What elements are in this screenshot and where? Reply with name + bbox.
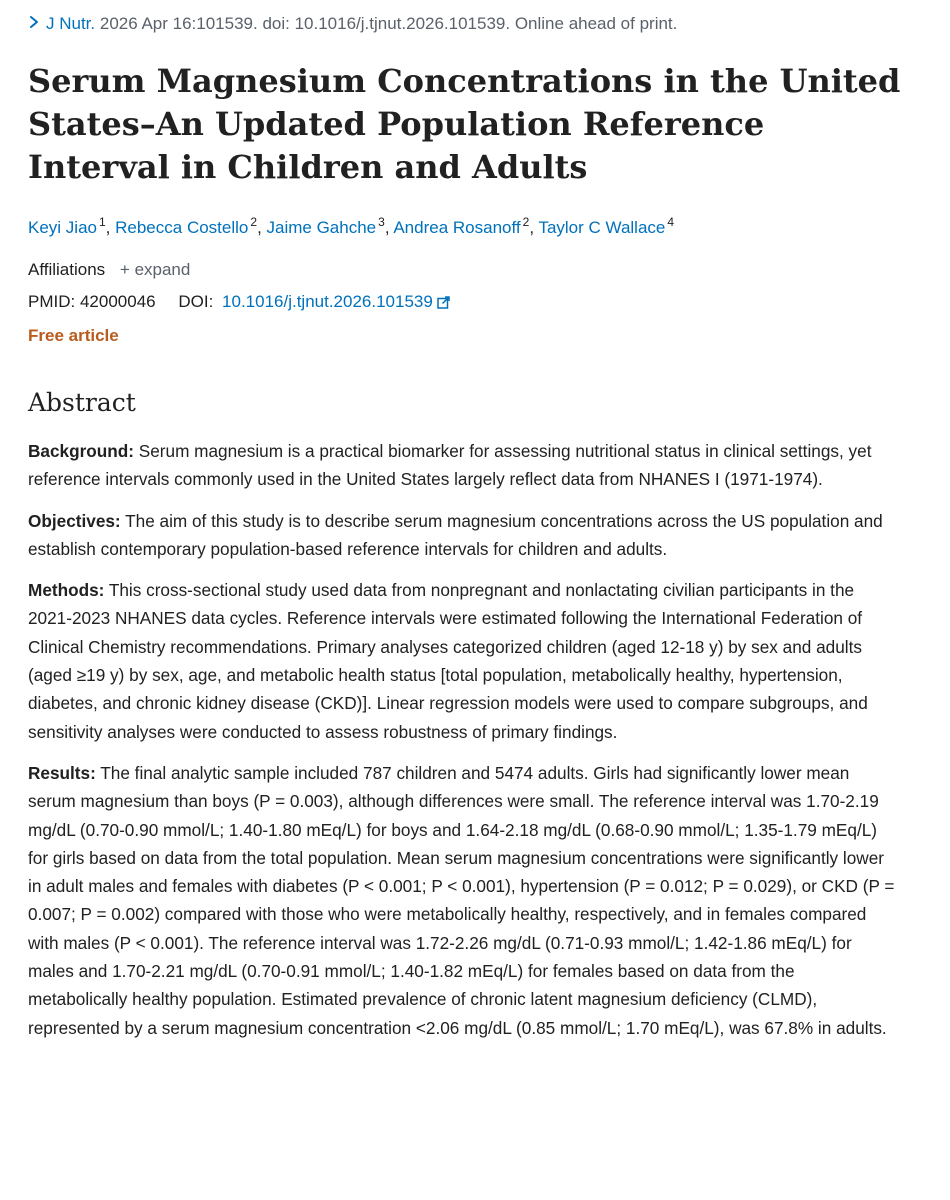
affiliation-ref[interactable]: 2 [522, 215, 530, 229]
abstract-section-objectives [28, 507, 898, 564]
citation-line [28, 14, 677, 34]
section-label: Background: [28, 441, 134, 461]
affiliation-ref[interactable]: 4 [667, 215, 675, 229]
author-separator: , [384, 218, 394, 237]
doi-link[interactable] [222, 292, 450, 311]
section-text: The final analytic sample included 787 children and 5474 adults. Girls had significantly lower mean serum magnesium than boys (P = 0.003), although differences were small. The reference interval was 1.70-2.19 mg/dL (0.70-0.90 mmol/L; 1.40-1.80 mEq/L) for boys and 1.64-2.18 mg/dL (0.68-0.90 mmol/L; 1.35-1.79 mEq/L) for girls based on data from the total population. Mean serum magnesium concentrations were significantly lower in adult males and females with diabetes (P < 0.001; P < 0.001), hypertension (P = 0.012; P = 0.029), or CKD (P = 0.007; P = 0.002) compared with those who were metabolically healthy, respectively, and in females compared with males (P < 0.001). The reference interval was 1.72-2.26 mg/dL (0.71-0.93 mmol/L; 1.42-1.86 mEq/L) for males and 1.70-2.21 mg/dL (0.70-0.91 mmol/L; 1.40-1.82 mEq/L) for females based on data from the metabolically healthy population. Estimated prevalence of chronic latent magnesium deficiency (CLMD), represented by a serum magnesium concentration <2.06 mg/dL (0.85 mmol/L; 1.70 mEq/L), was 67.8% in adults. [28, 762, 895, 1038]
section-label: Results: [28, 762, 96, 783]
section-text: Serum magnesium is a practical biomarker for assessing nutritional status in clinical settings, yet reference intervals commonly used in the United States largely reflect data from NHANES I (1971-1974). [28, 441, 872, 490]
citation-details: 2026 Apr 16:101539. doi: 10.1016/j.tjnut.2026.101539. Online ahead of print. [99, 14, 678, 33]
doi-label: DOI: [178, 292, 214, 311]
author-separator: , [257, 218, 267, 237]
section-text: This cross-sectional study used data from nonpregnant and nonlactating civilian participants in the 2021-2023 NHANES data cycles. Reference intervals were estimated following the International Federation of Clinical Chemistry recommendations. Primary analyses categorized children (aged 12-18 y) by sex and adults (aged ≥19 y) by sex, age, and metabolic health status [total population, metabolically healthy, hypertension, diabetes, and chronic kidney disease (CKD)]. Linear regression models were used to compare subgroups, and sensitivity analyses were conducted to assess robustness of primary findings. [28, 580, 868, 742]
free-article-badge: Free article [28, 326, 119, 345]
abstract-section-methods [28, 576, 898, 746]
author-link[interactable]: Jaime Gahche [266, 218, 377, 237]
section-label: Objectives: [28, 510, 121, 531]
author-separator: , [105, 218, 116, 237]
pmid-label: PMID: [28, 292, 76, 311]
abstract-body [28, 437, 898, 1055]
identifiers-row [28, 292, 450, 314]
affiliation-ref[interactable]: 3 [378, 215, 385, 229]
affiliations-row [28, 260, 190, 280]
author-link[interactable]: Andrea Rosanoff [393, 218, 521, 237]
author-link[interactable]: Keyi Jiao [28, 218, 97, 237]
section-label: Methods: [28, 580, 105, 601]
doi-value[interactable]: 10.1016/j.tjnut.2026.101539 [222, 292, 433, 311]
abstract-section-background [28, 437, 898, 494]
pmid-value: 42000046 [79, 292, 156, 311]
article-title: Serum Magnesium Concentrations in the United States–An Updated Population Reference Interval in Children and Adults [28, 62, 901, 186]
affiliation-ref[interactable]: 2 [250, 215, 258, 229]
external-link-icon[interactable] [437, 294, 450, 314]
affiliations-expand-button[interactable]: + expand [119, 260, 191, 279]
author-link[interactable]: Taylor C Wallace [538, 218, 666, 237]
abstract-heading: Abstract [28, 388, 136, 417]
author-list [28, 215, 674, 238]
section-text: The aim of this study is to describe serum magnesium concentrations across the US population and establish contemporary population-based reference intervals for children and adults. [28, 510, 883, 559]
abstract-section-results [28, 759, 898, 1042]
affiliation-ref[interactable]: 1 [98, 215, 106, 229]
author-separator: , [529, 218, 539, 237]
affiliations-label: Affiliations [28, 260, 106, 279]
journal-link[interactable]: J Nutr. [46, 14, 96, 33]
chevron-right-icon[interactable] [28, 14, 42, 34]
author-link[interactable]: Rebecca Costello [115, 218, 249, 237]
